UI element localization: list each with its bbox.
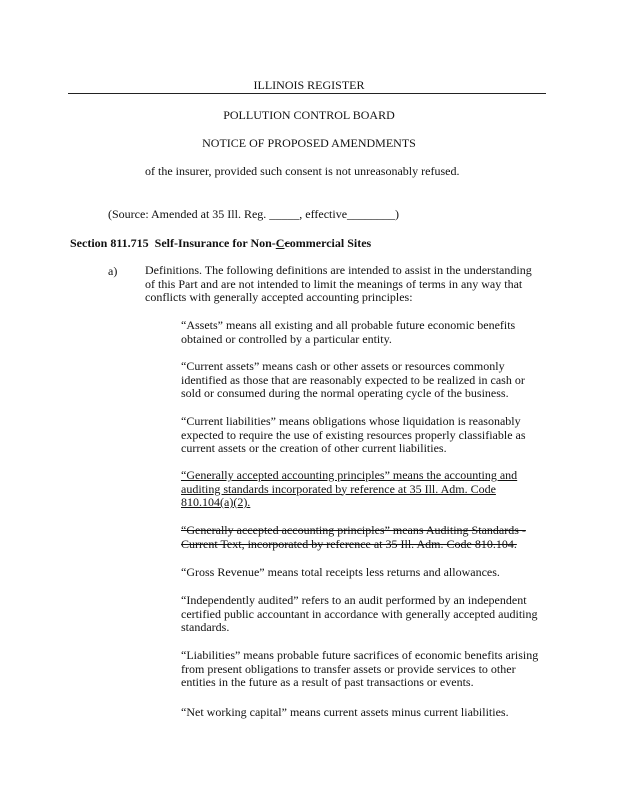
definition-line: certified public accountant in accordance with generally accepted auditing bbox=[181, 606, 538, 621]
section-title-insert: C bbox=[275, 236, 285, 250]
subsection-a-line: Definitions. The following definitions are intended to assist in the understanding bbox=[145, 263, 532, 277]
register-title: ILLINOIS REGISTER bbox=[253, 78, 365, 92]
section-number: Section 811.715 bbox=[70, 236, 149, 250]
definition-liabilities bbox=[181, 649, 538, 690]
section-title-suffix: ommercial Sites bbox=[289, 236, 372, 250]
definition-line: auditing standards incorporated by reference at 35 Ill. Adm. Code bbox=[181, 481, 496, 496]
subsection-a-line: conflicts with generally accepted accounting principles: bbox=[145, 290, 413, 304]
definition-independently-audited bbox=[181, 594, 538, 635]
section-title-delete: c bbox=[284, 236, 290, 250]
definition-line: obtained or controlled by a particular entity. bbox=[181, 331, 392, 346]
definition-line: “Gross Revenue” means total receipts less returns and allowances. bbox=[181, 565, 500, 579]
subsection-marker: a) bbox=[108, 264, 118, 278]
definition-line: entities in the future as a result of past transactions or events. bbox=[181, 675, 474, 689]
continuation-text: of the insurer, provided such consent is not unreasonably refused. bbox=[145, 164, 460, 178]
definition-line: sold or consumed during the normal operating cycle of the business. bbox=[181, 386, 509, 400]
definition-line: “Current assets” means cash or other assets or resources commonly bbox=[181, 359, 505, 373]
definition-line: Current Text, incorporated by reference at 35 Ill. Adm. Code 810.104. bbox=[181, 536, 517, 551]
subsection-a-text bbox=[145, 264, 532, 305]
definition-line: “Liabilities” means probable future sacrifices of economic benefits arising bbox=[181, 648, 539, 662]
definition-gaap-inserted bbox=[181, 469, 517, 510]
definition-line: standards. bbox=[181, 620, 230, 634]
header-rule bbox=[68, 93, 546, 94]
definition-line: “Current liabilities” means obligations whose liquidation is reasonably bbox=[181, 414, 521, 428]
definition-current-liabilities bbox=[181, 415, 526, 456]
definition-line: identified as those that are reasonably expected to be realized in cash or bbox=[181, 372, 525, 387]
definition-line: from present obligations to transfer assets or provide services to other bbox=[181, 661, 516, 676]
section-heading bbox=[70, 236, 371, 251]
notice-title: NOTICE OF PROPOSED AMENDMENTS bbox=[202, 136, 416, 150]
definition-line: current assets or the creation of other current liabilities. bbox=[181, 441, 447, 455]
definition-gaap-deleted bbox=[181, 524, 526, 551]
board-title: POLLUTION CONTROL BOARD bbox=[223, 108, 395, 122]
definition-line: “Generally accepted accounting principles” means the accounting and bbox=[181, 468, 518, 482]
definition-assets bbox=[181, 319, 515, 346]
definition-gross-revenue bbox=[181, 566, 500, 580]
definition-line: expected to require the use of existing resources properly classifiable as bbox=[181, 427, 526, 442]
definition-line: “Assets” means all existing and all probable future economic benefits bbox=[181, 318, 516, 332]
definition-net-working-capital bbox=[181, 706, 509, 720]
section-title-prefix: Self-Insurance for Non- bbox=[154, 236, 276, 250]
source-note: (Source: Amended at 35 Ill. Reg. _____, effective________) bbox=[108, 207, 400, 221]
definition-line: “Independently audited” refers to an audit performed by an independent bbox=[181, 593, 527, 607]
definition-current-assets bbox=[181, 360, 525, 401]
subsection-a-line: of this Part and are not intended to limit the meanings of terms in any way that bbox=[145, 276, 523, 291]
definition-line: 810.104(a)(2). bbox=[181, 495, 251, 509]
definition-line: “Net working capital” means current assets minus current liabilities. bbox=[181, 705, 509, 719]
definition-line: “Generally accepted accounting principles” means Auditing Standards - bbox=[181, 523, 526, 537]
